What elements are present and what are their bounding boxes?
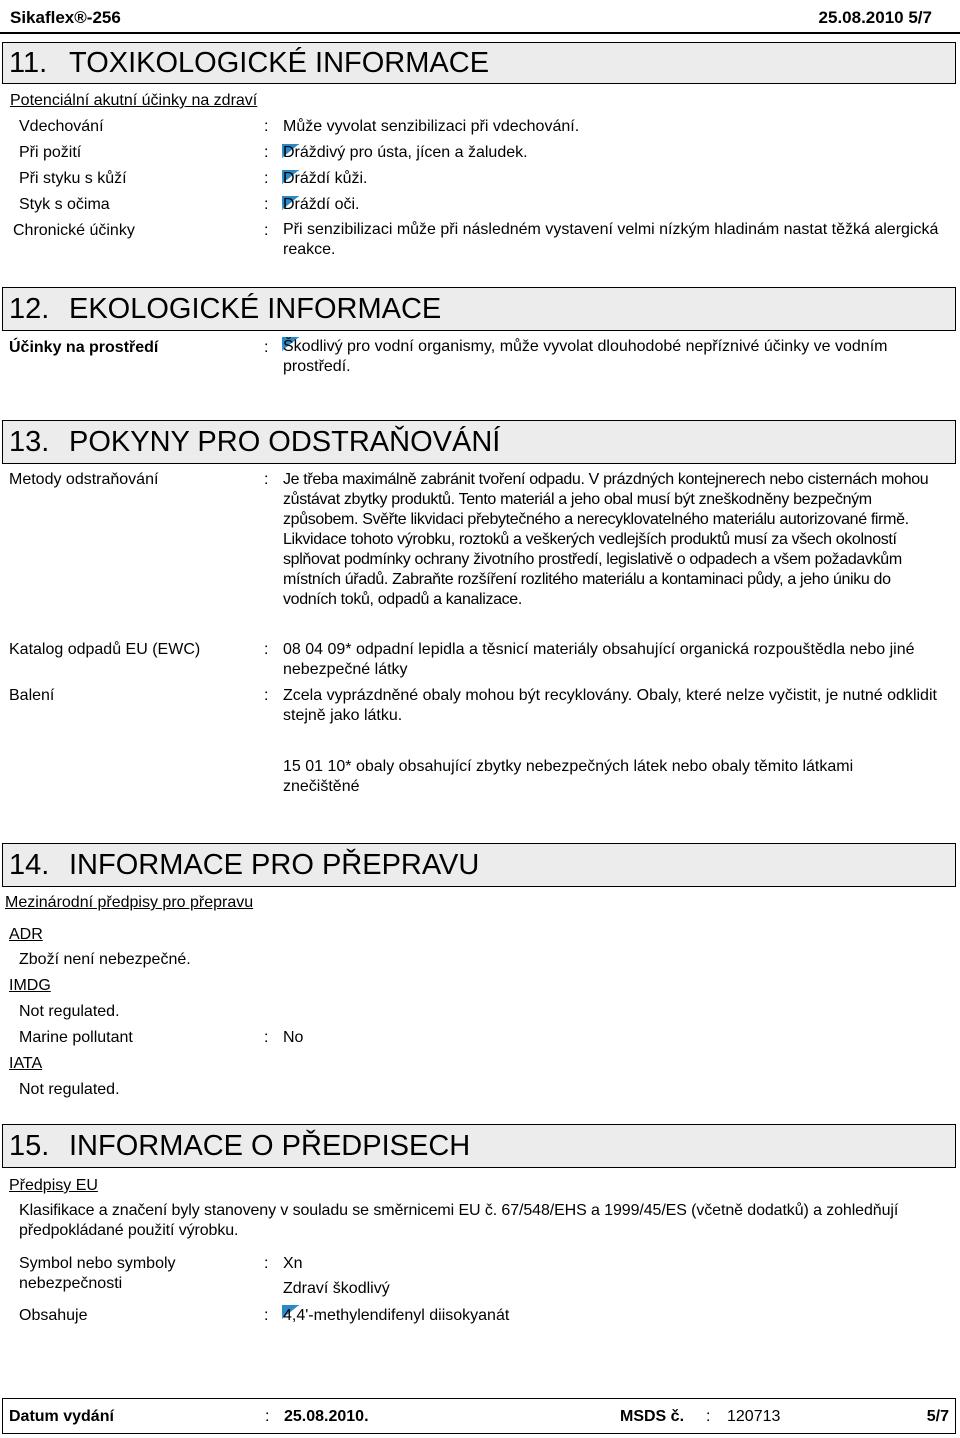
s11-label-chronic: Chronické účinky: [13, 222, 135, 239]
s14-subheading: Mezinárodní předpisy pro přepravu: [5, 894, 254, 911]
s11-label-inhalation: Vdechování: [19, 118, 104, 135]
section-15-number: 15.: [9, 1129, 50, 1162]
s14-marine-label: Marine pollutant: [19, 1029, 133, 1046]
footer-issue-date: 25.08.2010.: [284, 1408, 369, 1425]
s14-imdg-value: Not regulated.: [19, 1003, 120, 1020]
s11-subheading: Potenciální akutní účinky na zdraví: [10, 92, 258, 109]
section-14-header: [2, 843, 956, 887]
s11-label-eyes: Styk s očima: [19, 196, 110, 213]
header-rule: [0, 32, 960, 34]
section-15-header: [2, 1124, 956, 1168]
section-14-title: INFORMACE PRO PŘEPRAVU: [69, 848, 480, 881]
section-11-title: TOXIKOLOGICKÉ INFORMACE: [69, 46, 490, 79]
s12-label: Účinky na prostředí: [9, 339, 159, 356]
s11-value-eyes: Dráždí oči.: [283, 196, 360, 213]
s11-value-chronic: Při senzibilizaci může při následném vystavení velmi nízkým hladinám nastat těžká alergická reakce.: [283, 221, 939, 258]
s15-classification: Klasifikace a značení byly stanoveny v souladu se směrnicemi EU č. 67/548/EHS a 1999/45/ES (včetně dodatků) a zohledňují předpokládané použití výrobku.: [19, 1202, 899, 1239]
section-13-title: POKYNY PRO ODSTRAŇOVÁNÍ: [69, 425, 501, 458]
footer-issue-label: Datum vydání: [9, 1408, 114, 1425]
s11-label-skin: Při styku s kůží: [19, 170, 127, 187]
s13-packaging-code: 15 01 10* obaly obsahující zbytky nebezpečných látek nebo obaly těmito látkami znečištěné: [283, 758, 854, 795]
s11-value-inhalation: Může vyvolat senzibilizaci při vdechování.: [283, 118, 580, 135]
s14-adr-value: Zboží není nebezpečné.: [19, 951, 191, 968]
s11-value-skin: Dráždí kůži.: [283, 170, 368, 187]
s14-imdg-heading: IMDG: [9, 977, 51, 994]
s13-packaging-value: Zcela vyprázdněné obaly mohou být recyklovány. Obaly, které nelze vyčistit, je nutné odklidit stejně jako látku.: [283, 687, 937, 724]
footer-page: 5/7: [926, 1408, 949, 1425]
s13-catalog-label: Katalog odpadů EU (EWC): [9, 641, 201, 658]
s15-symbol-name: Zdraví škodlivý: [283, 1280, 390, 1297]
section-13-header: [2, 420, 956, 464]
s11-label-ingestion: Při požití: [19, 144, 82, 161]
section-11-header: [2, 42, 956, 84]
product-name: Sikaflex®-256: [10, 8, 121, 27]
s14-adr-heading: ADR: [9, 926, 43, 943]
s13-catalog-value: 08 04 09* odpadní lepidla a těsnicí materiály obsahující organická rozpouštědla nebo jiné nebezpečné látky: [283, 641, 915, 678]
section-12-header: [2, 287, 956, 331]
section-12-number: 12.: [9, 292, 50, 325]
s13-packaging-label: Balení: [9, 687, 55, 704]
header-date-page: 25.08.2010 5/7: [818, 8, 932, 27]
s11-value-ingestion: Dráždivý pro ústa, jícen a žaludek.: [283, 144, 528, 161]
s13-methods-label: Metody odstraňování: [9, 471, 159, 488]
s15-contains-value: 4,4'-methylendifenyl diisokyanát: [283, 1307, 510, 1324]
footer-box: Datum vydání : 25.08.2010. MSDS č. : 120713 5/7: [2, 1398, 956, 1434]
s12-value: Škodlivý pro vodní organismy, může vyvolat dlouhodobé nepříznivé účinky ve vodním prostředí.: [283, 338, 888, 375]
s14-iata-heading: IATA: [9, 1055, 43, 1072]
section-15-title: INFORMACE O PŘEDPISECH: [69, 1129, 471, 1162]
footer-msds-number: 120713: [727, 1408, 781, 1425]
s14-iata-value: Not regulated.: [19, 1081, 120, 1098]
section-14-number: 14.: [9, 848, 50, 881]
footer-msds-label: MSDS č.: [620, 1408, 685, 1425]
section-12-title: EKOLOGICKÉ INFORMACE: [69, 292, 442, 325]
s15-contains-label: Obsahuje: [19, 1307, 88, 1324]
s15-symbol-label: Symbol nebo symboly nebezpečnosti: [19, 1255, 176, 1292]
s15-symbol-code: Xn: [283, 1255, 303, 1272]
s14-marine-value: No: [283, 1029, 304, 1046]
section-13-number: 13.: [9, 425, 50, 458]
section-11-number: 11.: [9, 46, 48, 79]
s13-methods-value: Je třeba maximálně zabránit tvoření odpadu. V prázdných kontejnerech nebo cisternách mohou zůstávat zbytky produktů. Tento materiál a jeho obal musí být zneškodněny bezpečným způsobem. Svěřte likvidaci přebytečného a nerecyklovatelného materiálu autorizované firmě. Likvidace tohoto výrobku, roztoků a veškerých vedlejších produktů musí za všech okolností splňovat podmínky ochrany životního prostředí, legislativě o odpadech a všem požadavkům místních úřadů. Zabraňte rozšíření rozlitého materiálu a kontaminaci půdy, a jeho úniku do vodních toků, odpadů a kanalizace.: [283, 471, 929, 608]
s15-subheading: Předpisy EU: [9, 1177, 98, 1194]
